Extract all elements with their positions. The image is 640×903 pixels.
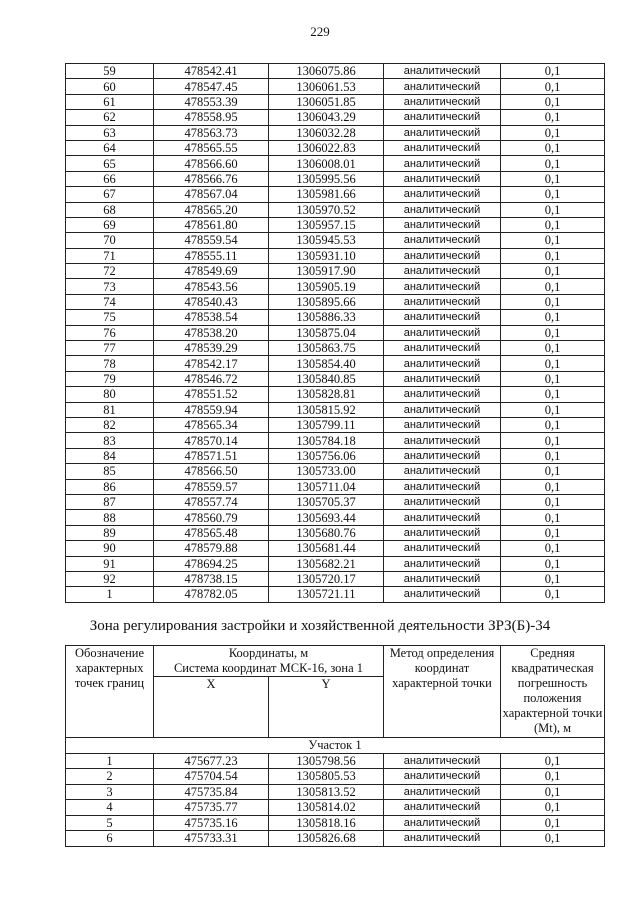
point-number: 90 [66, 541, 154, 556]
coord-x: 478543.56 [154, 279, 269, 294]
coord-x: 478559.57 [154, 479, 269, 494]
point-number: 66 [66, 171, 154, 186]
method: аналитический [384, 187, 501, 202]
error: 0,1 [501, 325, 605, 340]
point-number: 91 [66, 556, 154, 571]
point-number: 2 [66, 769, 154, 785]
method: аналитический [384, 294, 501, 309]
coord-x: 478561.80 [154, 217, 269, 232]
coord-y: 1305711.04 [269, 479, 384, 494]
error: 0,1 [501, 140, 605, 155]
point-number: 79 [66, 371, 154, 386]
method: аналитический [384, 525, 501, 540]
point-number: 85 [66, 464, 154, 479]
zone-coordinates-table [65, 645, 605, 847]
error: 0,1 [501, 784, 605, 800]
error: 0,1 [501, 417, 605, 432]
error: 0,1 [501, 264, 605, 279]
point-number: 88 [66, 510, 154, 525]
point-number: 78 [66, 356, 154, 371]
error: 0,1 [501, 233, 605, 248]
table-row [66, 464, 605, 479]
coord-y: 1306022.83 [269, 140, 384, 155]
coord-x: 475733.31 [154, 831, 269, 847]
coord-x: 478551.52 [154, 387, 269, 402]
coord-y: 1305945.53 [269, 233, 384, 248]
coord-y: 1305693.44 [269, 510, 384, 525]
point-number: 63 [66, 125, 154, 140]
point-number: 71 [66, 248, 154, 263]
point-number: 1 [66, 753, 154, 769]
table-row [66, 79, 605, 94]
point-number: 70 [66, 233, 154, 248]
table-row [66, 387, 605, 402]
coord-x: 478549.69 [154, 264, 269, 279]
coord-y: 1305875.04 [269, 325, 384, 340]
coord-x: 478565.48 [154, 525, 269, 540]
coord-x: 475735.77 [154, 800, 269, 816]
coord-x: 478559.54 [154, 233, 269, 248]
point-number: 83 [66, 433, 154, 448]
method: аналитический [384, 464, 501, 479]
point-number: 74 [66, 294, 154, 309]
error: 0,1 [501, 79, 605, 94]
point-number: 73 [66, 279, 154, 294]
coord-x: 478570.14 [154, 433, 269, 448]
table-row [66, 371, 605, 386]
method: аналитический [384, 571, 501, 586]
table-row [66, 479, 605, 494]
point-number: 72 [66, 264, 154, 279]
error: 0,1 [501, 64, 605, 79]
error: 0,1 [501, 479, 605, 494]
point-number: 80 [66, 387, 154, 402]
method: аналитический [384, 125, 501, 140]
method: аналитический [384, 371, 501, 386]
table-row [66, 769, 605, 785]
error: 0,1 [501, 279, 605, 294]
coord-y: 1305886.33 [269, 310, 384, 325]
method: аналитический [384, 171, 501, 186]
method: аналитический [384, 433, 501, 448]
coord-y: 1305970.52 [269, 202, 384, 217]
table-row [66, 279, 605, 294]
page-number: 229 [310, 24, 330, 39]
header-coords-title: Координаты, м [228, 646, 309, 660]
coord-x: 478694.25 [154, 556, 269, 571]
method: аналитический [384, 94, 501, 109]
method: аналитический [384, 233, 501, 248]
error: 0,1 [501, 187, 605, 202]
coord-x: 478579.88 [154, 541, 269, 556]
table-row [66, 217, 605, 232]
error: 0,1 [501, 541, 605, 556]
coord-x: 478565.55 [154, 140, 269, 155]
coord-y: 1305814.02 [269, 800, 384, 816]
method: аналитический [384, 815, 501, 831]
table-row [66, 494, 605, 509]
coord-x: 478553.39 [154, 94, 269, 109]
error: 0,1 [501, 310, 605, 325]
point-number: 77 [66, 341, 154, 356]
error: 0,1 [501, 815, 605, 831]
coord-y: 1306075.86 [269, 64, 384, 79]
error: 0,1 [501, 753, 605, 769]
table-row [66, 831, 605, 847]
coord-y: 1305798.56 [269, 753, 384, 769]
coord-x: 478567.04 [154, 187, 269, 202]
coord-y: 1305720.17 [269, 571, 384, 586]
coord-y: 1305995.56 [269, 171, 384, 186]
method: аналитический [384, 417, 501, 432]
method: аналитический [384, 264, 501, 279]
header-method: Метод определения координат характерной точки [384, 646, 501, 738]
header-coords [154, 646, 384, 677]
table-row [66, 448, 605, 463]
error: 0,1 [501, 587, 605, 602]
error: 0,1 [501, 202, 605, 217]
coord-x: 475704.54 [154, 769, 269, 785]
coord-y: 1306032.28 [269, 125, 384, 140]
parcel-label: Участок 1 [66, 738, 605, 754]
method: аналитический [384, 556, 501, 571]
coord-x: 478540.43 [154, 294, 269, 309]
coord-x: 478557.74 [154, 494, 269, 509]
header-coords-system: Система координат МСК-16, зона 1 [173, 661, 364, 675]
error: 0,1 [501, 110, 605, 125]
coord-x: 478555.11 [154, 248, 269, 263]
table-row [66, 233, 605, 248]
error: 0,1 [501, 831, 605, 847]
method: аналитический [384, 110, 501, 125]
table-row [66, 110, 605, 125]
coord-y: 1305815.92 [269, 402, 384, 417]
error: 0,1 [501, 387, 605, 402]
error: 0,1 [501, 217, 605, 232]
point-number: 92 [66, 571, 154, 586]
error: 0,1 [501, 156, 605, 171]
header-y: Y [269, 677, 384, 738]
table-row [66, 525, 605, 540]
coord-x: 478538.20 [154, 325, 269, 340]
coord-y: 1305721.11 [269, 587, 384, 602]
point-number: 1 [66, 587, 154, 602]
point-number: 5 [66, 815, 154, 831]
coord-y: 1305799.11 [269, 417, 384, 432]
coord-y: 1305681.44 [269, 541, 384, 556]
coord-x: 475735.16 [154, 815, 269, 831]
coord-y: 1306008.01 [269, 156, 384, 171]
coordinates-table-continued [65, 63, 605, 603]
point-number: 68 [66, 202, 154, 217]
method: аналитический [384, 784, 501, 800]
coord-y: 1305840.85 [269, 371, 384, 386]
point-number: 61 [66, 94, 154, 109]
coord-x: 478566.60 [154, 156, 269, 171]
point-number: 82 [66, 417, 154, 432]
coord-y: 1305905.19 [269, 279, 384, 294]
method: аналитический [384, 494, 501, 509]
error: 0,1 [501, 402, 605, 417]
table-row [66, 433, 605, 448]
table-row [66, 402, 605, 417]
error: 0,1 [501, 94, 605, 109]
coord-y: 1306051.85 [269, 94, 384, 109]
coord-y: 1305682.21 [269, 556, 384, 571]
point-number: 76 [66, 325, 154, 340]
point-number: 69 [66, 217, 154, 232]
method: аналитический [384, 156, 501, 171]
coord-x: 478558.95 [154, 110, 269, 125]
coord-x: 478565.20 [154, 202, 269, 217]
table-row [66, 341, 605, 356]
coord-y: 1305917.90 [269, 264, 384, 279]
method: аналитический [384, 279, 501, 294]
error: 0,1 [501, 800, 605, 816]
point-number: 75 [66, 310, 154, 325]
coord-x: 475735.84 [154, 784, 269, 800]
point-number: 4 [66, 800, 154, 816]
coord-x: 478560.79 [154, 510, 269, 525]
method: аналитический [384, 325, 501, 340]
coord-y: 1305957.15 [269, 217, 384, 232]
method: аналитический [384, 587, 501, 602]
table-row [66, 264, 605, 279]
error: 0,1 [501, 494, 605, 509]
table-row [66, 784, 605, 800]
coord-x: 478738.15 [154, 571, 269, 586]
error: 0,1 [501, 294, 605, 309]
point-number: 6 [66, 831, 154, 847]
table-row [66, 510, 605, 525]
error: 0,1 [501, 556, 605, 571]
coord-x: 478566.76 [154, 171, 269, 186]
coord-y: 1305863.75 [269, 341, 384, 356]
point-number: 87 [66, 494, 154, 509]
table-row [66, 417, 605, 432]
coord-x: 478542.17 [154, 356, 269, 371]
table-row [66, 171, 605, 186]
method: аналитический [384, 387, 501, 402]
coord-x: 478559.94 [154, 402, 269, 417]
point-number: 67 [66, 187, 154, 202]
coord-x: 478563.73 [154, 125, 269, 140]
table-row [66, 571, 605, 586]
method: аналитический [384, 310, 501, 325]
point-number: 86 [66, 479, 154, 494]
table-row [66, 294, 605, 309]
point-number: 84 [66, 448, 154, 463]
coord-y: 1305826.68 [269, 831, 384, 847]
error: 0,1 [501, 125, 605, 140]
table-row [66, 356, 605, 371]
method: аналитический [384, 248, 501, 263]
method: аналитический [384, 510, 501, 525]
table-row [66, 815, 605, 831]
coord-y: 1306061.53 [269, 79, 384, 94]
coord-x: 478565.34 [154, 417, 269, 432]
error: 0,1 [501, 248, 605, 263]
coord-y: 1305784.18 [269, 433, 384, 448]
coord-y: 1305981.66 [269, 187, 384, 202]
method: аналитический [384, 217, 501, 232]
table-row [66, 94, 605, 109]
error: 0,1 [501, 769, 605, 785]
method: аналитический [384, 79, 501, 94]
section-title: Зона регулирования застройки и хозяйственной деятельности ЗРЗ(Б)-34 [89, 618, 551, 634]
coord-y: 1305931.10 [269, 248, 384, 263]
coord-y: 1305818.16 [269, 815, 384, 831]
coord-y: 1306043.29 [269, 110, 384, 125]
point-number: 60 [66, 79, 154, 94]
table-row [66, 587, 605, 602]
coord-x: 478571.51 [154, 448, 269, 463]
coord-y: 1305705.37 [269, 494, 384, 509]
point-number: 89 [66, 525, 154, 540]
method: аналитический [384, 753, 501, 769]
method: аналитический [384, 541, 501, 556]
table-row [66, 753, 605, 769]
error: 0,1 [501, 525, 605, 540]
coord-x: 478566.50 [154, 464, 269, 479]
method: аналитический [384, 479, 501, 494]
method: аналитический [384, 356, 501, 371]
table-row [66, 187, 605, 202]
header-point: Обозначение характерных точек границ [66, 646, 154, 738]
table-row [66, 800, 605, 816]
method: аналитический [384, 448, 501, 463]
point-number: 62 [66, 110, 154, 125]
method: аналитический [384, 800, 501, 816]
table-row [66, 156, 605, 171]
table-row [66, 248, 605, 263]
method: аналитический [384, 402, 501, 417]
table-row [66, 541, 605, 556]
coord-y: 1305828.81 [269, 387, 384, 402]
error: 0,1 [501, 341, 605, 356]
coord-x: 478538.54 [154, 310, 269, 325]
error: 0,1 [501, 448, 605, 463]
method: аналитический [384, 341, 501, 356]
coord-y: 1305895.66 [269, 294, 384, 309]
table-row [66, 202, 605, 217]
coord-y: 1305854.40 [269, 356, 384, 371]
coord-x: 478542.41 [154, 64, 269, 79]
point-number: 65 [66, 156, 154, 171]
table-row [66, 64, 605, 79]
coord-y: 1305733.00 [269, 464, 384, 479]
point-number: 64 [66, 140, 154, 155]
table-row [66, 125, 605, 140]
method: аналитический [384, 140, 501, 155]
error: 0,1 [501, 571, 605, 586]
error: 0,1 [501, 356, 605, 371]
error: 0,1 [501, 433, 605, 448]
method: аналитический [384, 831, 501, 847]
point-number: 59 [66, 64, 154, 79]
table-row [66, 325, 605, 340]
table-row [66, 310, 605, 325]
method: аналитический [384, 202, 501, 217]
coord-y: 1305756.06 [269, 448, 384, 463]
table-row [66, 556, 605, 571]
error: 0,1 [501, 171, 605, 186]
point-number: 3 [66, 784, 154, 800]
error: 0,1 [501, 510, 605, 525]
header-x: X [154, 677, 269, 738]
coord-x: 478547.45 [154, 79, 269, 94]
table-row [66, 140, 605, 155]
coord-x: 478546.72 [154, 371, 269, 386]
coord-y: 1305680.76 [269, 525, 384, 540]
method: аналитический [384, 64, 501, 79]
coord-x: 475677.23 [154, 753, 269, 769]
coord-y: 1305805.53 [269, 769, 384, 785]
error: 0,1 [501, 464, 605, 479]
point-number: 81 [66, 402, 154, 417]
coord-x: 478539.29 [154, 341, 269, 356]
error: 0,1 [501, 371, 605, 386]
header-error: Средняя квадратическая погрешность положения характерной точки (Mt), м [501, 646, 605, 738]
method: аналитический [384, 769, 501, 785]
coord-x: 478782.05 [154, 587, 269, 602]
coord-y: 1305813.52 [269, 784, 384, 800]
